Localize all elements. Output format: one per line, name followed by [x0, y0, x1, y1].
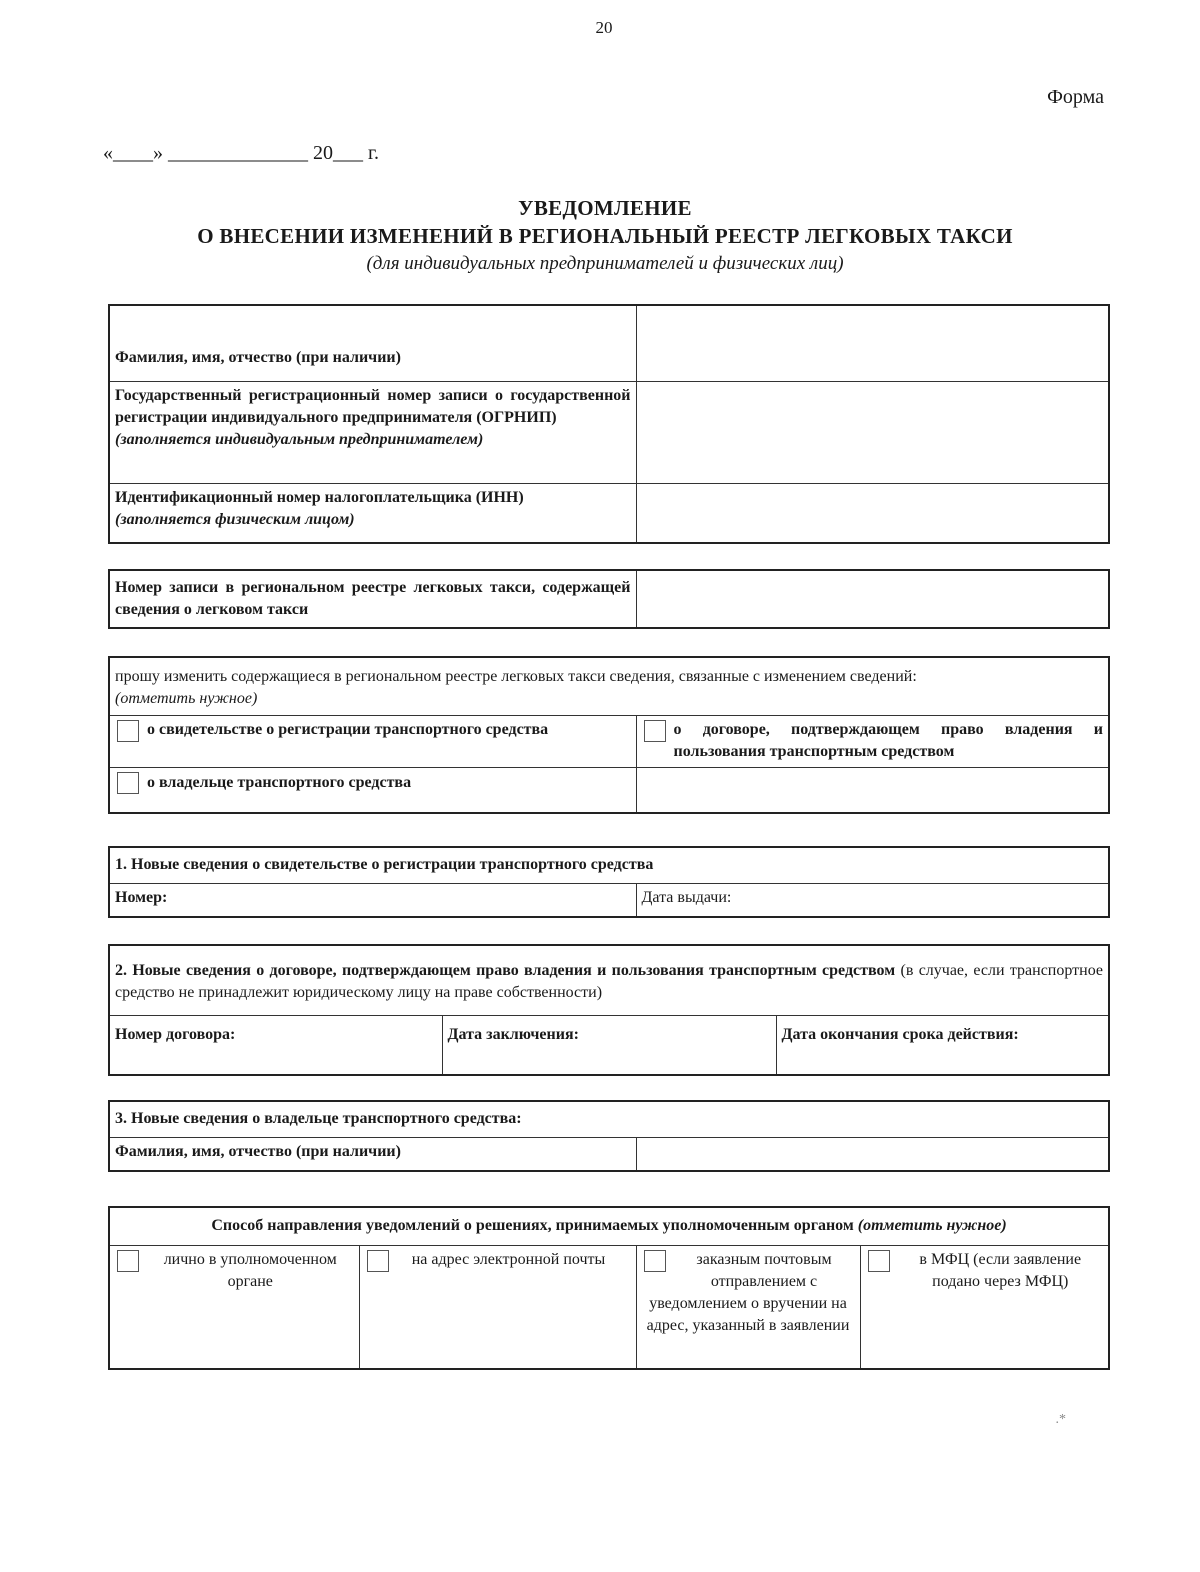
- mail-checkbox[interactable]: [644, 1250, 666, 1272]
- registry-record-field[interactable]: [636, 570, 1109, 628]
- conclusion-date-label[interactable]: Дата заключения:: [442, 1015, 776, 1075]
- option-owner-label: о владельце транспортного средства: [147, 773, 412, 791]
- delivery-header-cell: [109, 1207, 1109, 1245]
- document-title: УВЕДОМЛЕНИЕ: [518, 196, 692, 220]
- fio-field[interactable]: [636, 305, 1109, 381]
- section2-note: (в случае, если транспортное средство не принадлежит юридическому лицу на праве собственности): [115, 962, 1104, 1001]
- section2-title: 2. Новые сведения о договоре, подтверждающем право владения и пользования транспортным средством: [115, 962, 896, 979]
- option-contract: [636, 715, 1109, 767]
- section1-title: 1. Новые сведения о свидетельстве о регистрации транспортного средства: [109, 847, 1109, 883]
- inn-field[interactable]: [636, 483, 1109, 543]
- owner-fio-field[interactable]: [636, 1137, 1109, 1171]
- contract-checkbox[interactable]: [644, 720, 666, 742]
- footer-mark: .*: [1055, 1412, 1066, 1427]
- delivery-header: Способ направления уведомлений о решениях, принимаемых уполномоченным органом: [211, 1217, 854, 1234]
- inn-label: Идентификационный номер налогоплательщика (ИНН): [115, 488, 524, 506]
- registry-record-label: Номер записи в региональном реестре легковых такси, содержащей сведения о легковом такси: [109, 570, 636, 628]
- delivery-option-personal: [109, 1245, 359, 1369]
- ogrnip-label: Государственный регистрационный номер записи о государственной регистрации индивидуального предпринимателя (ОГРНИП): [115, 386, 631, 426]
- issue-date-label[interactable]: Дата выдачи:: [636, 883, 1109, 917]
- delivery-option-email: [359, 1245, 636, 1369]
- owner-fio-label: Фамилия, имя, отчество (при наличии): [109, 1137, 636, 1171]
- delivery-table: [108, 1206, 1110, 1370]
- contract-number-label[interactable]: Номер договора:: [109, 1015, 442, 1075]
- applicant-table: [108, 304, 1110, 544]
- request-note: (отметить нужное): [115, 690, 258, 707]
- option-certificate-label: о свидетельстве о регистрации транспортного средства: [147, 720, 549, 738]
- certificate-number-label[interactable]: Номер:: [109, 883, 636, 917]
- section1-table: [108, 846, 1110, 918]
- request-text: прошу изменить содержащиеся в региональном реестре легковых такси сведения, связанные с изменением сведений:: [115, 668, 917, 685]
- date-line[interactable]: «____» ______________ 20___ г.: [103, 142, 379, 164]
- document-subtitle: (для индивидуальных предпринимателей и физических лиц): [366, 253, 844, 274]
- request-cell: [109, 657, 1109, 715]
- empty-cell: [636, 767, 1109, 813]
- ogrnip-cell: [109, 381, 636, 483]
- owner-checkbox[interactable]: [117, 772, 139, 794]
- delivery-email-label: на адрес электронной почты: [411, 1250, 606, 1268]
- inn-note: (заполняется физическим лицом): [115, 510, 355, 528]
- delivery-option-mfc: [860, 1245, 1109, 1369]
- page-number: 20: [595, 18, 613, 37]
- inn-cell: [109, 483, 636, 543]
- ogrnip-note: (заполняется индивидуальным предпринимателем): [115, 430, 484, 448]
- expiry-date-label[interactable]: Дата окончания срока действия:: [776, 1015, 1109, 1075]
- certificate-checkbox[interactable]: [117, 720, 139, 742]
- email-checkbox[interactable]: [367, 1250, 389, 1272]
- fio-label: Фамилия, имя, отчество (при наличии): [109, 305, 636, 381]
- option-contract-label: о договоре, подтверждающем право владения и пользования транспортным средством: [673, 720, 1103, 760]
- section3-table: [108, 1100, 1110, 1172]
- delivery-mfc-label: в МФЦ (если заявление подано через МФЦ): [919, 1250, 1082, 1290]
- option-certificate: [109, 715, 636, 767]
- option-owner: [109, 767, 636, 813]
- personal-checkbox[interactable]: [117, 1250, 139, 1272]
- form-label: Форма: [1047, 86, 1104, 108]
- delivery-option-mail: [636, 1245, 860, 1369]
- section3-title: 3. Новые сведения о владельце транспортного средства:: [109, 1101, 1109, 1137]
- request-table: [108, 656, 1110, 814]
- delivery-personal-label: лично в уполномоченном органе: [163, 1250, 337, 1290]
- registry-table: [108, 569, 1110, 629]
- section2-title-cell: [109, 945, 1109, 1015]
- delivery-header-note: (отметить нужное): [857, 1217, 1007, 1234]
- mfc-checkbox[interactable]: [868, 1250, 890, 1272]
- ogrnip-field[interactable]: [636, 381, 1109, 483]
- section2-table: [108, 944, 1110, 1076]
- document-title-line2: О ВНЕСЕНИИ ИЗМЕНЕНИЙ В РЕГИОНАЛЬНЫЙ РЕЕСТР ЛЕГКОВЫХ ТАКСИ: [197, 224, 1013, 248]
- delivery-mail-label: заказным почтовым отправлением с уведомлением о вручении на адрес, указанный в заявлении: [646, 1250, 850, 1334]
